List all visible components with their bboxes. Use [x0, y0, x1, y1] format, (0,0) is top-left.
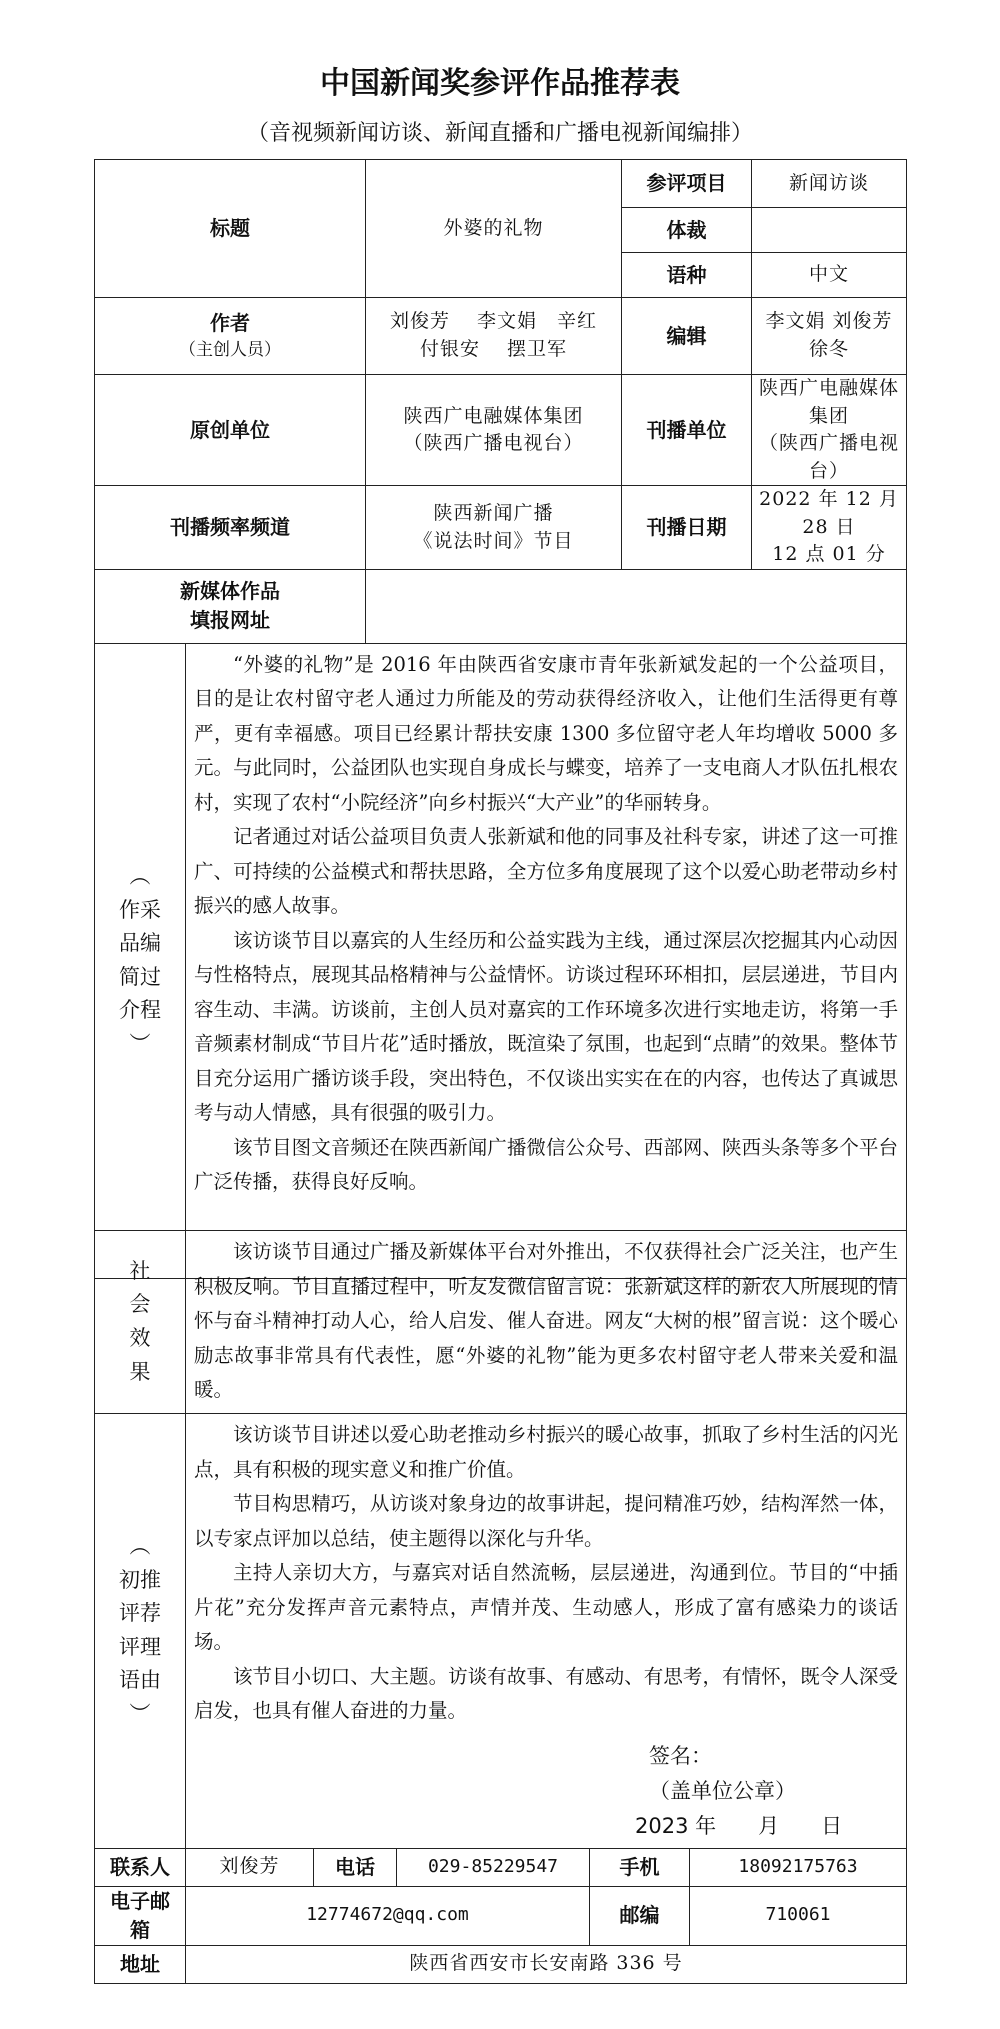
review-paragraph: 该节目小切口、大主题。访谈有故事、有感动、有思考，有情怀，既令人深受启发，也具有催人奋进的力量。 — [194, 1664, 898, 1722]
address-value: 陕西省西安市长安南路 336 号 — [186, 1945, 907, 1983]
effect-label-char: 果 — [129, 1359, 151, 1384]
phone-label: 电话 — [314, 1848, 397, 1886]
category-label: 参评项目 — [622, 160, 752, 208]
intro-label-char: 作采 — [119, 897, 161, 922]
effect-content — [186, 1231, 907, 1414]
intro-label-char: 简过 — [119, 964, 161, 989]
review-content — [186, 1414, 907, 1849]
date-label: 刊播日期 — [622, 486, 752, 570]
review-paragraph: 主持人亲切大方，与嘉宾对话自然流畅，层层递进，沟通到位。节目的“中插片花”充分发挥声音元素特点，声情并茂、生动感人，形成了富有感染力的谈话场。 — [194, 1561, 898, 1653]
origin-line-2: （陕西广播电视台） — [403, 432, 584, 455]
review-label-char: ︵ — [129, 1533, 151, 1558]
mobile-label: 手机 — [590, 1848, 690, 1886]
origin-value-cell — [366, 375, 622, 486]
author-label-cell — [95, 298, 366, 375]
editor-value: 李文娟 刘俊芳 徐冬 — [752, 298, 907, 375]
publisher-line-1: 陕西广电融媒体集团 — [758, 377, 899, 427]
channel-label: 刊播频率频道 — [95, 486, 366, 570]
newmedia-label-line-2: 填报网址 — [190, 608, 270, 633]
recommendation-form-table-1 — [94, 159, 907, 1279]
contact-value: 刘俊芳 — [186, 1848, 314, 1886]
review-paragraph: 该访谈节目讲述以爱心助老推动乡村振兴的暖心故事，抓取了乡村生活的闪光点，具有积极的现实意义和推广价值。 — [194, 1423, 898, 1481]
intro-paragraph: “外婆的礼物”是 2016 年由陕西省安康市青年张新斌发起的一个公益项目，目的是让农村留守老人通过力所能及的劳动获得经济收入，让他们生活得更有尊严，更有幸福感。项目已经累计帮扶安康 1300 多位留守老人年均增收 5000 多元。与此同时，公益团队也实现自身成长与蝶变，培养了一支电商人才队伍扎根农村，实现了农村“小院经济”向乡村振兴“大产业”的华丽转身。 — [194, 652, 898, 814]
recommendation-form-table-2 — [94, 1230, 907, 1984]
address-label: 地址 — [95, 1945, 186, 1983]
language-label: 语种 — [622, 253, 752, 298]
document-title: 中国新闻奖参评作品推荐表 — [320, 66, 680, 101]
postcode-value: 710061 — [690, 1886, 907, 1945]
review-label-char: 评荐 — [119, 1601, 161, 1626]
date-line-2: 12 点 01 分 — [772, 543, 886, 566]
category-value: 新闻访谈 — [752, 160, 907, 208]
intro-label-char: ︵ — [129, 864, 151, 889]
language-value: 中文 — [752, 253, 907, 298]
signature-date: 2023 年 月 日 — [635, 1813, 843, 1838]
newmedia-label-cell — [95, 569, 366, 643]
review-label — [95, 1414, 186, 1849]
newmedia-value — [366, 569, 907, 643]
publisher-label: 刊播单位 — [622, 375, 752, 486]
document-subtitle: （音视频新闻访谈、新闻直播和广播电视新闻编排） — [246, 121, 753, 146]
author-line-2: 付银安 摆卫军 — [419, 338, 568, 360]
editor-label: 编辑 — [622, 298, 752, 375]
email-value: 12774672@qq.com — [186, 1886, 590, 1945]
channel-value-cell — [366, 486, 622, 570]
origin-line-1: 陕西广电融媒体集团 — [403, 404, 584, 427]
signature-block — [194, 1739, 898, 1844]
author-label: 作者 — [210, 311, 250, 336]
intro-paragraph: 该节目图文音频还在陕西新闻广播微信公众号、西部网、陕西头条等多个平台广泛传播，获得良好反响。 — [194, 1135, 898, 1194]
phone-value: 029-85229547 — [397, 1848, 590, 1886]
review-label-char: 评理 — [119, 1634, 161, 1659]
intro-label-char: 品编 — [119, 931, 161, 956]
channel-line-2: 《说法时间》节目 — [413, 529, 574, 552]
intro-content — [186, 643, 907, 1278]
title-label: 标题 — [95, 160, 366, 298]
author-line-1: 刘俊芳 李文娟 辛红 — [389, 310, 598, 333]
intro-label-char: ︶ — [129, 1032, 151, 1057]
genre-label: 体裁 — [622, 208, 752, 253]
intro-label-char: 介程 — [119, 998, 161, 1023]
origin-label: 原创单位 — [95, 375, 366, 486]
publisher-line-2: （陕西广播电视台） — [758, 432, 899, 482]
intro-paragraph: 该访谈节目以嘉宾的人生经历和公益实践为主线，通过深层次挖掘其内心动因与性格特点，展现其品格精神与公益情怀。访谈过程环环相扣，层层递进，节目内容生动、丰满。访谈前，主创人员对嘉宾的工作环境多次进行实地走访，将第一手音频素材制成“节目片花”适时播放，既渲染了氛围，也起到“点睛”的效果。整体节目充分运用广播访谈手段，突出特色，不仅谈出实实在在的内容，也传达了真诚思考与动人情感，具有很强的吸引力。 — [194, 928, 898, 1125]
effect-label-char: 会 — [129, 1292, 151, 1317]
intro-paragraph: 记者通过对话公益项目负责人张新斌和他的同事及社科专家，讲述了这一可推广、可持续的公益模式和帮扶思路，全方位多角度展现了这个以爱心助老带动乡村振兴的感人故事。 — [194, 825, 898, 918]
postcode-label: 邮编 — [590, 1886, 690, 1945]
title-value: 外婆的礼物 — [366, 160, 622, 298]
effect-paragraph: 该访谈节目通过广播及新媒体平台对外推出，不仅获得社会广泛关注，也产生积极反响。节目直播过程中，听友发微信留言说：张新斌这样的新农人所展现的情怀与奋斗精神打动人心，给人启发、催人奋进。网友“大树的根”留言说：这个暖心励志故事非常具有代表性，愿“外婆的礼物”能为更多农村留守老人带来关爱和温暖。 — [194, 1240, 898, 1401]
mobile-value: 18092175763 — [690, 1848, 907, 1886]
publisher-value-cell — [752, 375, 907, 486]
contact-label: 联系人 — [95, 1848, 186, 1886]
effect-label — [95, 1231, 186, 1414]
intro-label — [95, 643, 186, 1278]
channel-line-1: 陕西新闻广播 — [433, 501, 554, 524]
review-label-char: ︶ — [129, 1701, 151, 1726]
genre-value — [752, 208, 907, 253]
effect-label-char: 效 — [129, 1326, 151, 1350]
review-paragraph: 节目构思精巧，从访谈对象身边的故事讲起，提问精准巧妙，结构浑然一体，以专家点评加以总结，使主题得以深化与升华。 — [194, 1492, 898, 1550]
date-line-1: 2022 年 12 月 28 日 — [759, 488, 899, 538]
email-label: 电子邮箱 — [95, 1886, 186, 1945]
newmedia-label-line-1: 新媒体作品 — [180, 579, 280, 604]
review-label-char: 语由 — [119, 1668, 161, 1693]
effect-label-char: 社 — [129, 1258, 151, 1283]
seal-label: （盖单位公章） — [649, 1778, 796, 1803]
date-value-cell — [752, 486, 907, 570]
author-value-cell — [366, 298, 622, 375]
review-label-char: 初推 — [119, 1567, 161, 1592]
signature-label: 签名： — [649, 1743, 712, 1768]
author-sublabel: （主创人员） — [179, 340, 281, 361]
